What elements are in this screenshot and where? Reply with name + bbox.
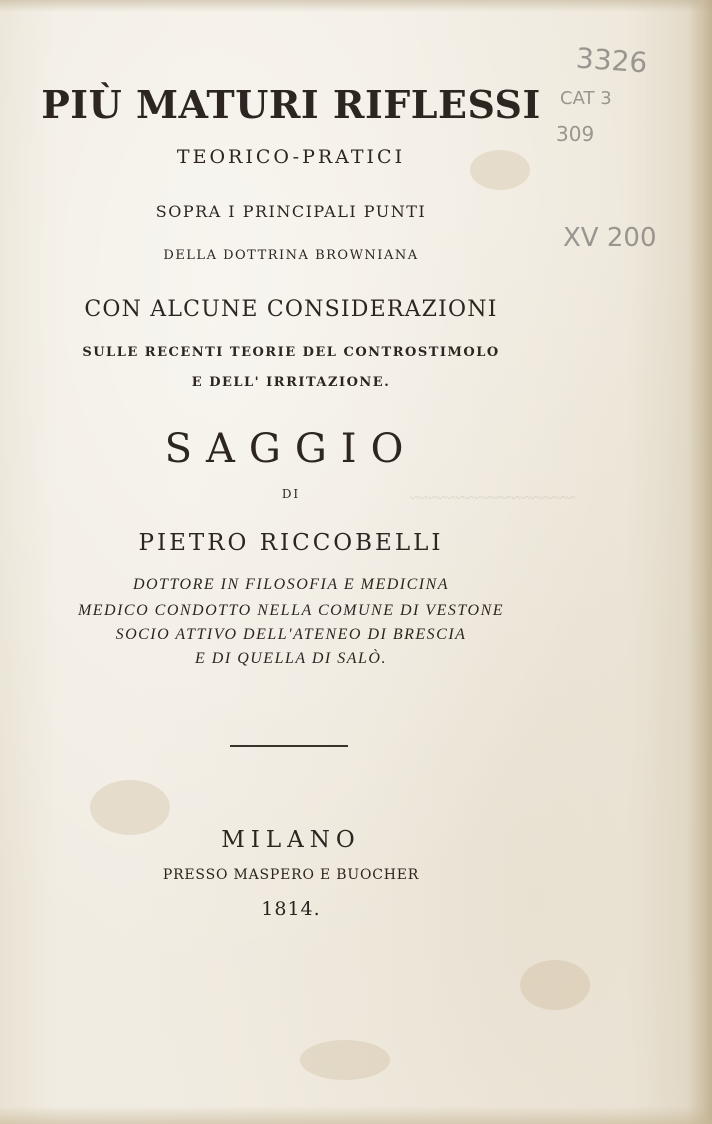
pencil-note-309: 309	[556, 122, 595, 146]
pencil-note-cat: CAT 3	[560, 88, 612, 109]
foxing-spot	[300, 1040, 390, 1080]
pencil-note-xv-200: XV 200	[563, 223, 657, 253]
imprint-publisher: PRESSO MASPERO E BUOCHER	[162, 867, 420, 883]
genre-saggio: SAGGIO	[164, 426, 418, 472]
pencil-note-number: 3326	[574, 41, 649, 80]
subtitle-controstimolo: SULLE RECENTI TEORIE DEL CONTROSTIMOLO	[82, 345, 500, 360]
page-edge-top	[0, 0, 712, 12]
foxing-spot	[520, 960, 590, 1010]
byline-di: DI	[281, 487, 301, 501]
imprint-year: 1814.	[261, 898, 321, 920]
subtitle-dottrina-browniana: DELLA DOTTRINA BROWNIANA	[163, 248, 419, 263]
subtitle-teorico-pratici: TEORICO-PRATICI	[176, 146, 406, 168]
page-edge-bottom	[0, 1106, 712, 1124]
imprint-city: MILANO	[221, 827, 361, 853]
subtitle-principali-punti: SOPRA I PRINCIPALI PUNTI	[155, 202, 427, 221]
subtitle-irritazione: E DELL' IRRITAZIONE.	[191, 375, 391, 390]
author-credential: SOCIO ATTIVO DELL'ATENEO DI BRESCIA	[115, 626, 467, 643]
subtitle-considerazioni: CON ALCUNE CONSIDERAZIONI	[84, 297, 498, 322]
divider-rule	[230, 745, 348, 747]
title-main: PIÙ MATURI RIFLESSI	[41, 82, 541, 127]
author-name: PIETRO RICCOBELLI	[138, 530, 444, 556]
author-credential: DOTTORE IN FILOSOFIA E MEDICINA	[132, 576, 450, 593]
author-credential: MEDICO CONDOTTO NELLA COMUNE DI VESTONE	[77, 602, 505, 619]
page-edge-right	[688, 0, 712, 1124]
show-through-text: ~~~~~~~~~~~~~~~~~~	[410, 488, 576, 507]
author-credential: E DI QUELLA DI SALÒ.	[195, 650, 387, 667]
